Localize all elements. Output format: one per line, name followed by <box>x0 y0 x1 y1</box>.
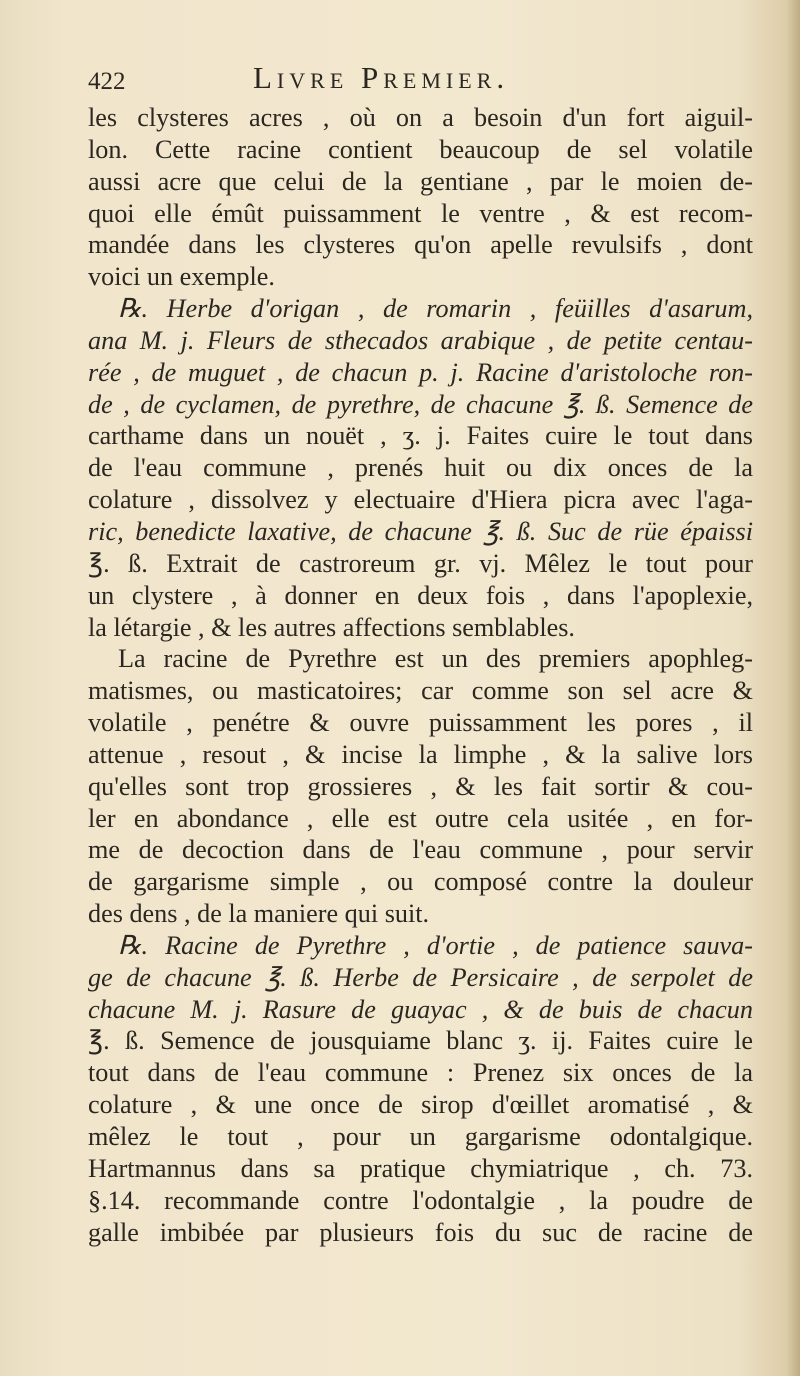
page-header <box>88 60 728 100</box>
text-line: volatile , penétre & ouvre puissamment les pores , il <box>88 708 753 738</box>
recipe-line: ℥. ß. Semence de jousquiame blanc ʒ. ij. Faites cuire le <box>88 1026 753 1056</box>
text-line: colature , dissolvez y electuaire d'Hiera picra avec l'aga- <box>88 485 753 515</box>
text-line: colature , & une once de sirop d'œillet aromatisé , & <box>88 1090 753 1120</box>
text-line: qu'elles sont trop grossieres , & les fait sortir & cou- <box>88 771 753 801</box>
running-head: Livre Premier. <box>253 60 510 95</box>
text-line: mandée dans les clysteres qu'on apelle revulsifs , dont <box>88 230 753 260</box>
text-line: ler en abondance , elle est outre cela usitée , en for- <box>88 803 753 833</box>
recipe-line: de , de cyclamen, de pyrethre, de chacune ℥. ß. Semence de <box>88 389 753 419</box>
text-line: voici un exemple. <box>88 262 275 292</box>
text-line: la létargie , & les autres affections semblables. <box>88 612 575 642</box>
recipe-line: ric, benedicte laxative, de chacune ℥. ß. Suc de rüe épaissi <box>88 516 753 546</box>
text-line: les clysteres acres , où on a besoin d'un fort aiguil- <box>88 103 753 132</box>
text-line: un clystere , à donner en deux fois , dans l'apoplexie, <box>88 580 753 610</box>
recipe-line: rée , de muguet , de chacun p. j. Racine d'aristoloche ron- <box>88 357 753 387</box>
text-line: tout dans de l'eau commune : Prenez six onces de la <box>88 1058 753 1088</box>
text-line: matismes, ou masticatoires; car comme son sel acre & <box>88 676 753 706</box>
text-line: de gargarisme simple , ou composé contre la douleur <box>88 867 753 897</box>
page-number: 422 <box>88 68 126 95</box>
text-line: lon. Cette racine contient beaucoup de sel volatile <box>88 134 753 164</box>
text-line: galle imbibée par plusieurs fois du suc de racine de <box>88 1217 753 1247</box>
body-text <box>88 102 753 1248</box>
recipe-line: ℞. Herbe d'origan , de romarin , feüilles d'asarum, <box>118 294 753 324</box>
recipe-line: carthame dans un nouët , ʒ. j. Faites cuire le tout dans <box>88 421 753 451</box>
text-line: quoi elle émût puissamment le ventre , & est recom- <box>88 198 753 228</box>
text-line: mêlez le tout , pour un gargarisme odontalgique. <box>88 1122 753 1151</box>
text-line: me de decoction dans de l'eau commune , pour servir <box>88 835 753 865</box>
text-line: §.14. recommande contre l'odontalgie , la poudre de <box>88 1185 753 1215</box>
recipe-line: ana M. j. Fleurs de sthecados arabique , de petite centau- <box>88 325 753 355</box>
text-line: ℥. ß. Extrait de castroreum gr. vj. Mêlez le tout pour <box>88 548 753 578</box>
recipe-line: ℞. Racine de Pyrethre , d'ortie , de patience sauva- <box>118 930 753 960</box>
text-line: attenue , resout , & incise la limphe , & la salive lors <box>88 739 753 769</box>
text-line: de l'eau commune , prenés huit ou dix onces de la <box>88 453 753 483</box>
recipe-line: ge de chacune ℥. ß. Herbe de Persicaire , de serpolet de <box>88 962 753 992</box>
text-line: La racine de Pyrethre est un des premiers apophleg- <box>118 644 753 674</box>
text-line: Hartmannus dans sa pratique chymiatrique , ch. 73. <box>88 1153 753 1183</box>
text-line: des dens , de la maniere qui suit. <box>88 899 430 929</box>
text-line: aussi acre que celui de la gentiane , par le moien de- <box>88 166 753 196</box>
recipe-line: chacune M. j. Rasure de guayac , & de buis de chacun <box>88 994 753 1024</box>
